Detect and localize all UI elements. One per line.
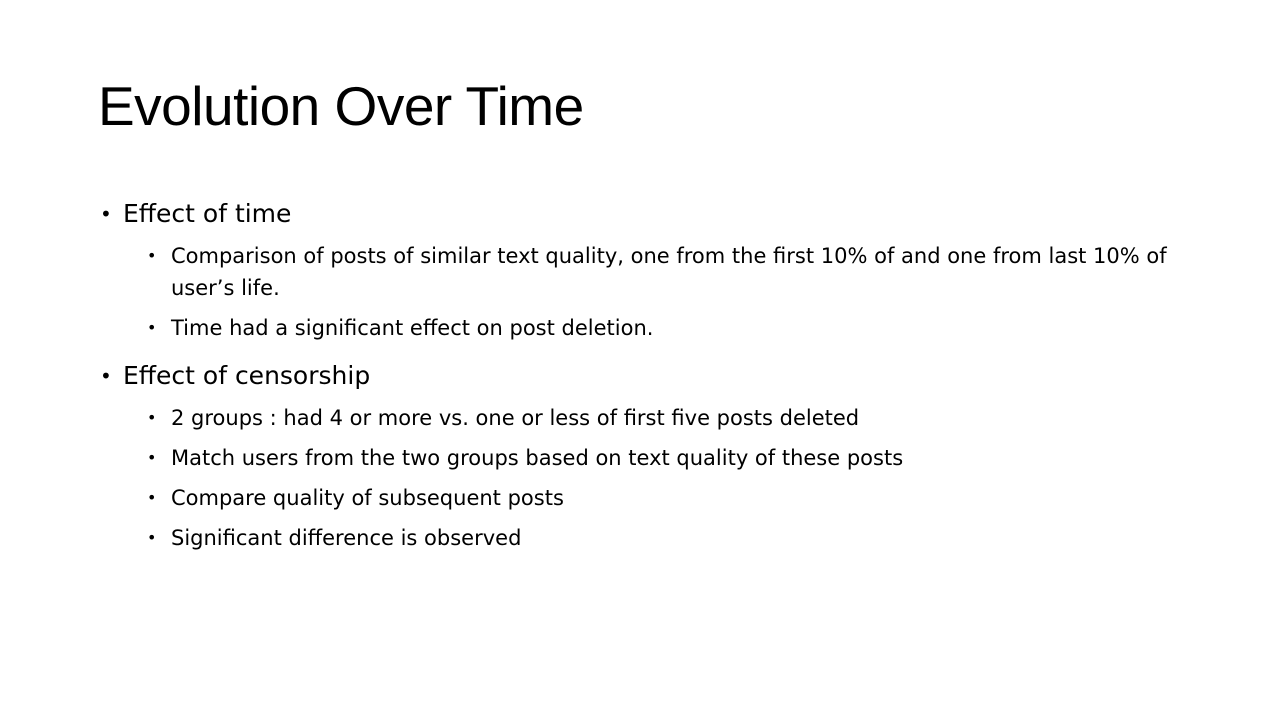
subbullet-text: Significant difference is observed: [171, 526, 522, 550]
subbullet-text: Time had a significant effect on post deletion.: [171, 316, 654, 340]
bullet-dot-icon: •: [147, 528, 157, 547]
bullet-dot-icon: •: [147, 408, 157, 427]
subbullet-item: [146, 312, 1188, 344]
subbullet-item: [146, 402, 1188, 434]
bullet-dot-icon: •: [100, 364, 112, 388]
bullet-dot-icon: •: [147, 318, 157, 337]
bullet-list: [98, 196, 1188, 554]
bullet-dot-icon: •: [147, 488, 157, 507]
subbullet-list: [123, 240, 1188, 344]
bullet-text: Effect of time: [123, 199, 292, 228]
bullet-effect-of-time: [98, 196, 1188, 344]
subbullet-text: 2 groups : had 4 or more vs. one or less of first five posts deleted: [171, 406, 860, 430]
subbullet-item: [146, 482, 1188, 514]
subbullet-item: [146, 522, 1188, 554]
subbullet-item: [146, 442, 1188, 474]
subbullet-text: Comparison of posts of similar text quality, one from the first 10% of and one from last 10% of user’s life.: [171, 244, 1167, 300]
bullet-dot-icon: •: [147, 448, 157, 467]
bullet-dot-icon: •: [147, 246, 157, 265]
bullet-effect-of-censorship: [98, 358, 1188, 554]
subbullet-item: [146, 240, 1188, 304]
slide-title: Evolution Over Time: [98, 75, 584, 137]
subbullet-list: [123, 402, 1188, 554]
bullet-text: Effect of censorship: [123, 361, 371, 390]
bullet-dot-icon: •: [100, 202, 112, 226]
slide-body: [98, 196, 1188, 554]
subbullet-text: Compare quality of subsequent posts: [171, 486, 564, 510]
subbullet-text: Match users from the two groups based on text quality of these posts: [171, 446, 904, 470]
